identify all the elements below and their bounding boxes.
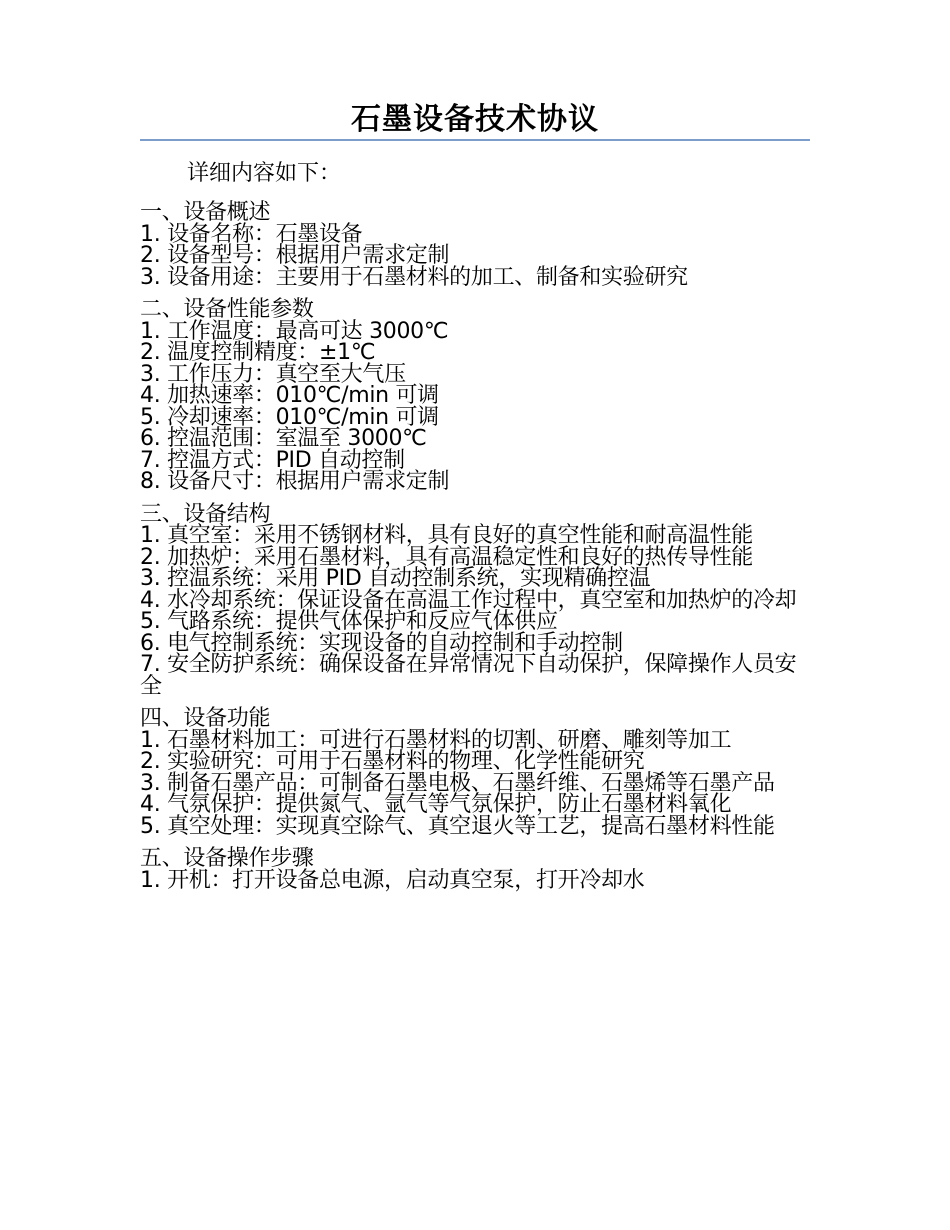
list-item: 3. 设备用途：主要用于石墨材料的加工、制备和实验研究	[140, 264, 688, 290]
list-item: 2. 设备型号：根据用户需求定制	[140, 243, 450, 268]
section-heading: 一、设备概述	[140, 200, 271, 225]
list-item: 1. 真空室：采用不锈钢材料，具有良好的真空性能和耐高温性能	[140, 523, 753, 548]
section-performance	[140, 299, 800, 493]
section-heading: 五、设备操作步骤	[140, 846, 314, 871]
list-item: 3. 工作压力：真空至大气压	[140, 361, 406, 387]
list-item: 2. 实验研究：可用于石墨材料的物理、化学性能研究	[140, 749, 645, 774]
section-structure	[140, 501, 800, 699]
title-underline	[140, 139, 810, 141]
list-item: 1. 石墨材料加工：可进行石墨材料的切割、研磨、雕刻等加工	[140, 727, 732, 753]
list-item: 5. 真空处理：实现真空除气、真空退火等工艺，提高石墨材料性能	[140, 813, 775, 839]
list-item: 2. 加热炉：采用石墨材料，具有高温稳定性和良好的热传导性能	[140, 544, 753, 570]
section-heading: 三、设备结构	[140, 501, 271, 527]
intro-text: 详细内容如下：	[187, 161, 342, 186]
list-item: 5. 冷却速率：010℃/min 可调	[140, 404, 439, 430]
list-item: 8. 设备尺寸：根据用户需求定制	[140, 469, 450, 494]
section-heading: 二、设备性能参数	[140, 297, 314, 322]
list-item: 1. 开机：打开设备总电源，启动真空泵，打开冷却水	[140, 867, 645, 893]
document-title: 石墨设备技术协议	[351, 102, 599, 137]
list-item: 6. 电气控制系统：实现设备的自动控制和手动控制	[140, 630, 623, 656]
list-item: 4. 加热速率：010℃/min 可调	[140, 383, 439, 408]
list-item: 4. 气氛保护：提供氮气、氩气等气氛保护，防止石墨材料氧化	[140, 792, 732, 817]
section-overview	[140, 202, 800, 288]
list-item: 3. 控温系统：采用 PID 自动控制系统，实现精确控温	[140, 566, 651, 591]
list-item: 1. 设备名称：石墨设备	[140, 221, 363, 247]
section-operation-steps	[140, 848, 800, 891]
section-heading: 四、设备功能	[140, 706, 271, 731]
list-item: 2. 温度控制精度：±1℃	[140, 340, 376, 365]
list-item: 5. 气路系统：提供气体保护和反应气体供应	[140, 609, 558, 634]
list-item: 4. 水冷却系统：保证设备在高温工作过程中，真空室和加热炉的冷却	[140, 587, 797, 613]
list-item: 1. 工作温度：最高可达 3000℃	[140, 318, 449, 344]
list-item: 3. 制备石墨产品：可制备石墨电极、石墨纤维、石墨烯等石墨产品	[140, 770, 775, 796]
section-functions	[140, 708, 800, 837]
list-item: 7. 安全防护系统：确保设备在异常情况下自动保护，保障操作人员安全	[140, 652, 797, 699]
list-item: 7. 控温方式：PID 自动控制	[140, 447, 405, 473]
list-item: 6. 控温范围：室温至 3000℃	[140, 426, 427, 451]
document-body	[140, 202, 800, 902]
